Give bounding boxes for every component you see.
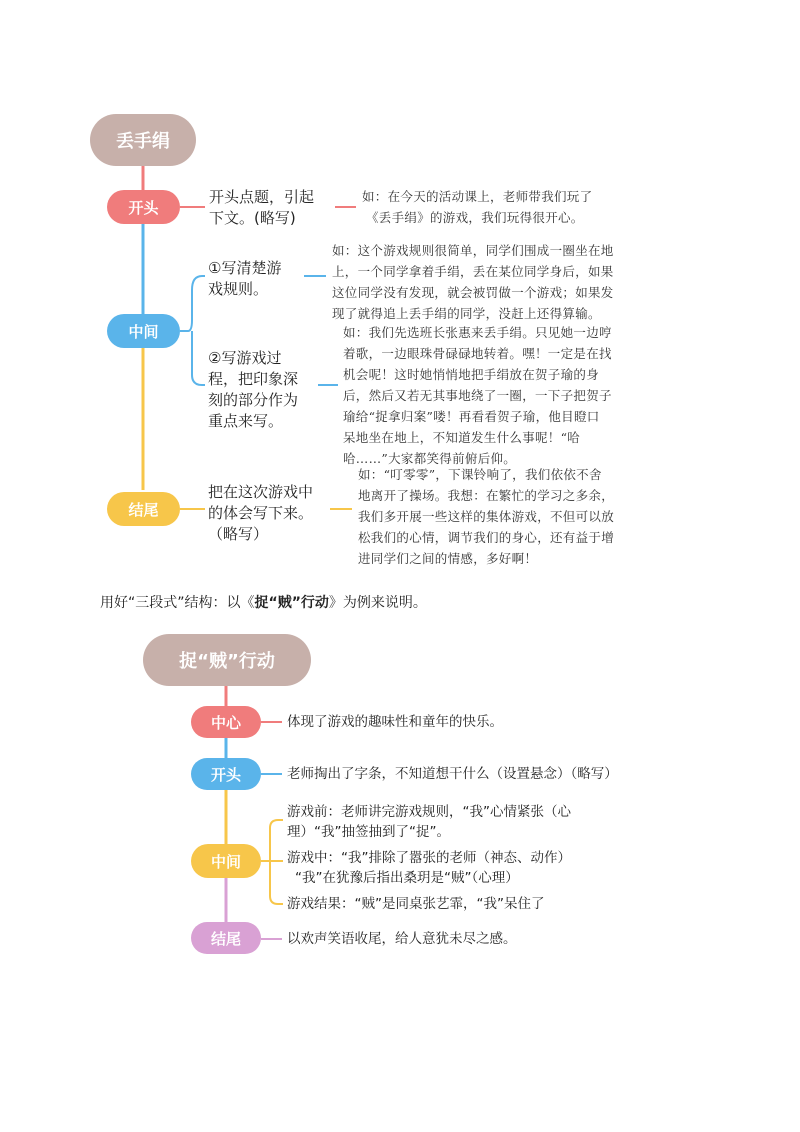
node-middle-2: 中间 (191, 844, 261, 878)
end-text-line: （略写） (208, 525, 269, 543)
middle-branch-2 (208, 348, 298, 432)
example-line: 着歌，一边眼珠骨碌碌地转着。嘿！一定是在找 (343, 346, 612, 361)
center-text: 体现了游戏的趣味性和童年的快乐。 (287, 714, 503, 730)
example-line: 现了就得追上丢手绢的同学，没赶上还得算输。 (332, 306, 601, 321)
example-line: 呆地坐在地上，不知道发生什么事呢！“哈 (343, 430, 581, 445)
node-middle: 中间 (107, 314, 180, 348)
branch-line: 程，把印象深 (208, 370, 299, 388)
end-text-2: 以欢声笑语收尾，给人意犹未尽之感。 (287, 931, 517, 947)
example-line: 如：“叮零零”，下课铃响了，我们依依不舍 (358, 467, 602, 482)
middle-item-line: 游戏结果：“贼”是同桌张艺霏，“我”呆住了 (287, 896, 545, 912)
example-line: 如：我们先选班长张惠来丢手绢。只见她一边哼 (343, 325, 612, 340)
branch-line: 刻的部分作为 (208, 391, 299, 409)
example-line: 《丢手绢》的游戏，我们玩得很开心。 (366, 210, 584, 225)
node-end-2: 结尾 (191, 922, 261, 954)
open-example (362, 186, 682, 228)
middle-item-1 (287, 802, 571, 842)
branch-line: 戏规则。 (208, 280, 269, 298)
example-line: 机会呢！这时她悄悄地把手绢放在贺子瑜的身 (343, 367, 600, 382)
end-text-line: 的体会写下来。 (208, 504, 314, 522)
open-text-line: 开头点题，引起 (209, 188, 315, 206)
diagram2-title: 捉“贼”行动 (143, 634, 311, 686)
caption (100, 592, 427, 612)
caption-prefix: 用好“三段式”结构：以《 (100, 595, 255, 611)
end-text (208, 482, 313, 545)
open-text (209, 187, 314, 229)
example-line: 地离开了操场。我想：在繁忙的学习之多余， (358, 488, 615, 503)
open-text-line: 下文。(略写) (209, 209, 296, 227)
example-line: 后，然后又若无其事地绕了一圈，一下子把贺子 (343, 388, 612, 403)
example-line: 如：在今天的活动课上，老师带我们玩了 (362, 189, 593, 204)
node-center: 中心 (191, 706, 261, 738)
example-line: 瑜给“捉拿归案”喽！再看看贺子瑜，他目瞪口 (343, 409, 600, 424)
end-text-line: 把在这次游戏中 (208, 483, 314, 501)
middle-item-3 (287, 894, 544, 914)
middle-item-line: 游戏中：“我”排除了嚣张的老师（神态、动作） (287, 850, 571, 866)
middle-example-1 (332, 240, 700, 324)
example-line: 松我们的心情，调节我们的身心，还有益于增 (358, 530, 615, 545)
open-text-2: 老师掏出了字条，不知道想干什么（设置悬念）（略写） (287, 766, 618, 782)
example-line: 我们多开展一些这样的集体游戏，不但可以放 (358, 509, 615, 524)
middle-branch-1 (208, 258, 281, 300)
branch-line: ②写游戏过 (208, 349, 282, 367)
middle-item-2 (287, 848, 571, 888)
end-example (358, 464, 694, 569)
example-line: 这位同学没有发现，就会被罚做一个游戏；如果发 (332, 285, 614, 300)
middle-item-line: “我”在犹豫后指出桑玥是“贼”（心理） (295, 870, 519, 886)
node-end: 结尾 (107, 492, 180, 526)
node-open: 开头 (107, 190, 180, 224)
example-line: 如：这个游戏规则很简单，同学们围成一圈坐在地 (332, 243, 614, 258)
middle-item-line: 游戏前：老师讲完游戏规则，“我”心情紧张（心 (287, 804, 571, 820)
branch-line: ①写清楚游 (208, 259, 282, 277)
example-line: 哈……”大家都笑得前俯后仰。 (343, 451, 517, 466)
diagram1-title: 丢手绢 (90, 114, 196, 166)
middle-item-line: 理）“我”抽签抽到了“捉”。 (287, 824, 450, 840)
node-open-2: 开头 (191, 758, 261, 790)
caption-suffix: 》为例来说明。 (328, 595, 427, 611)
example-line: 进同学们之间的情感，多好啊！ (358, 551, 538, 566)
branch-line: 重点来写。 (208, 412, 284, 430)
example-line: 上，一个同学拿着手绢，丢在某位同学身后，如果 (332, 264, 614, 279)
caption-bold: 捉“贼”行动 (254, 595, 329, 611)
middle-example-2 (343, 322, 693, 469)
